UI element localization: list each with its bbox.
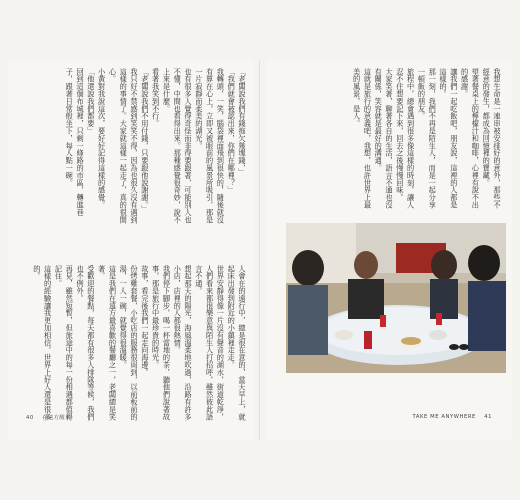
right-page-upper-text: 我想生命是一連串被安排好的意外，那些不經意的發生，都成為回憶裡的寶藏。 望著餐桌上的檸檬汁和咖啡，心裡有說不出的感謝。 讓我們一起吃飯吧，朋友說，這裡的人都是這樣的。 那一刻，我們不再是陌生人，而是一起分享一頓飯的朋友。 旅程中，總會遇到很多像這樣的時刻，讓人忍不住想要記下來，回去之後慢慢回味。 大家笑著，聊著各自的生活，語言不通也沒有關係，笑容就是最好的溝通。 這就是旅行的意義吧，我想，也許世界上最美的風景，是人。 <box>352 68 502 209</box>
cafe-table-photo-icon <box>286 223 506 373</box>
left-folio <box>26 414 71 421</box>
left-page-upper-text: 「老闆說我們有錢拖欠幾塊錢，」 「我們就會被認出來，你們在哪裡？」 我轉頭，一笑，腦袋裡面飛到很快的，隨後就沒有算在心上，立即又被眼前的風景所吸引，那是一片寂靜而柔美的湖光。 也有很多人覺得奇怪而非得要跟著，可能別人也不懂，中間也看得出來。那種感覺很奇妙，說不上來是什麼。 看著我笑到不行。 「老闆說我們不用付錢，只要跟他說謝謝。」 我只好不禁感到笑笑不得，因為也很久沒有遇到這樣的事情了。大家就這樣一起走了，真的很開心。 小黃對我說這次，要好好記得這樣的感覺。 「他還說我們都要」 回到這個布城裡，只剩一條路的市區，轉進巷子，跟著日常般坐下，每人點一碗。 <box>65 68 247 224</box>
cafe-photo <box>286 223 506 373</box>
left-running-title: 在遠方醒來 <box>42 415 72 421</box>
left-page-lower-text: 人會在的遠行中，總是很在意的，當天早上，就起床出發到附近的小鎮裡走走。 世界安靜得像一片沒有聲音的湖水，街道乾淨，人們看來都很樂意與陌生人打招呼，雖然彼此語言不通。 想起那天的陽光，海風溫柔地吹過，沿路有許多小店，店裡的人都很熱情。 我們停下腳步，喝一杯當地的茶，聽他們說著故事，那是旅行中最珍貴的時光。 故事，看完後我們一起走向海邊。 份烤雞套餐，小吃店的服務很周到，以前板前的湯，一人一碗，就覺得很溫暖。 這是我們在遠方最喜歡的餐廳之一，老闆總是笑著。 受歡迎的餐點，每天都有很多人排隊等候，我們也不例外。 再見，雖然短暫，但旅途中的每一份相遇都值得記住。 這樣的經驗讓我更加相信，世界上好人還是很多的。 <box>32 265 247 421</box>
page-gutter <box>259 60 260 440</box>
left-page-number: 40 <box>26 415 34 421</box>
right-running-title: TAKE ME ANYWHERE <box>412 414 476 420</box>
right-folio <box>413 414 493 420</box>
right-page-number: 41 <box>484 414 492 420</box>
